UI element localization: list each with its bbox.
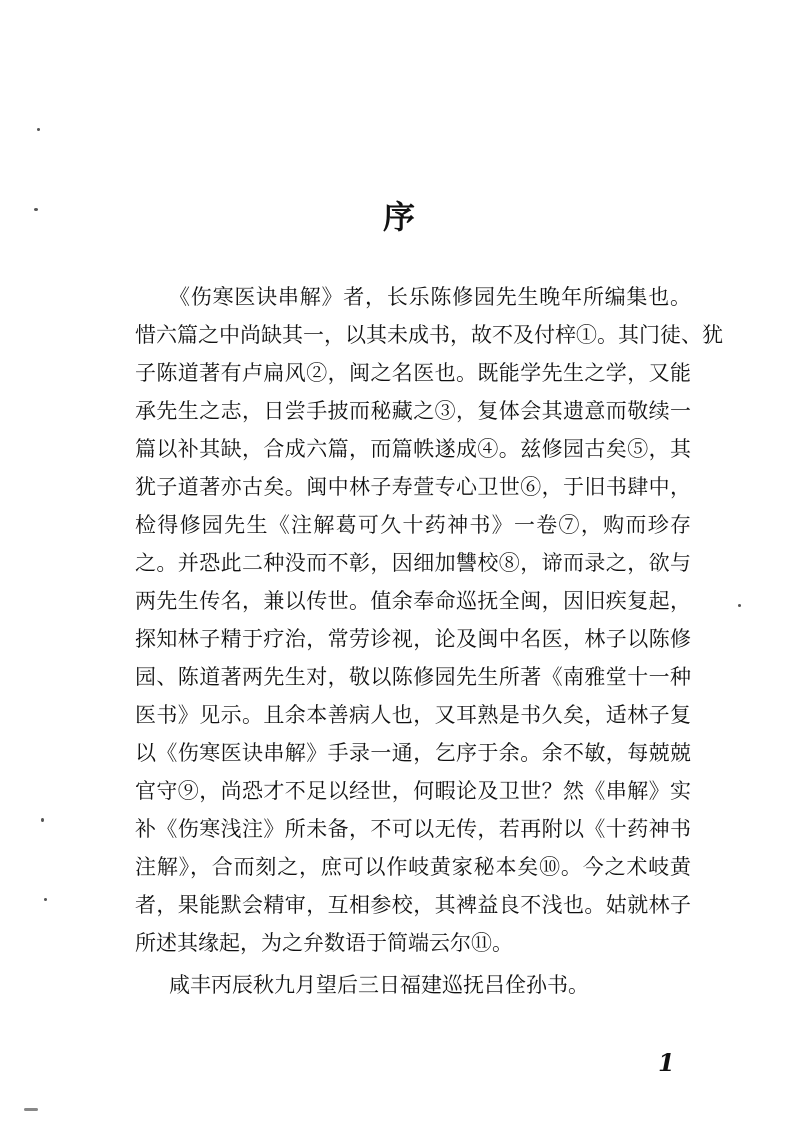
text-line: 犹子道著亦古矣。闽中林子寿萱专心卫世⑥，于旧书肆中， [135,475,691,499]
text-line: 探知林子精于疗治，常劳诊视，论及闽中名医，林子以陈修 [135,627,691,651]
text-line: 子陈道著有卢扁风②，闽之名医也。既能学先生之学，又能 [135,361,691,385]
scan-speck [738,604,741,607]
text-line: 医书》见示。且余本善病人也，又耳熟是书久矣，适林子复 [135,703,691,727]
text-line: 补《伤寒浅注》所未备，不可以无传，若再附以《十药神书 [135,817,691,841]
text-line: 两先生传名，兼以传世。值余奉命巡抚全闽，因旧疾复起， [135,589,691,613]
scan-speck [41,818,44,822]
text-line: 惜六篇之中尚缺其一，以其未成书，故不及付梓①。其门徒、犹 [135,323,723,347]
signature-line: 咸丰丙辰秋九月望后三日福建巡抚吕佺孙书。 [169,973,589,997]
text-line: 注解》，合而刻之，庶可以作岐黄家秘本矣⑩。今之术岐黄 [135,855,691,879]
text-line: 承先生之志，日尝手披而秘藏之③，复体会其遗意而敬续一 [135,399,691,423]
scan-speck [24,1108,38,1111]
preface-body [135,282,723,1008]
text-line: 之。并恐此二种没而不彰，因细加讐校⑧，谛而录之，欲与 [135,551,691,575]
text-line: 检得修园先生《注解葛可久十药神书》一卷⑦，购而珍存 [135,513,691,537]
text-line: 《伤寒医诀串解》者，长乐陈修园先生晚年所编集也。 [169,285,691,309]
scan-speck [37,128,40,131]
text-line: 以《伤寒医诀串解》手录一通，乞序于余。余不敏，每兢兢 [135,741,691,765]
text-line: 官守⑨，尚恐才不足以经世，何暇论及卫世？然《串解》实 [135,779,691,803]
text-line: 所述其缘起，为之弁数语于简端云尔⑪。 [135,931,513,955]
page-title: 序 [382,198,417,236]
text-line: 篇以补其缺，合成六篇，而篇帙遂成④。兹修园古矣⑤，其 [135,437,691,461]
scan-speck [44,898,47,901]
text-line: 园、陈道著两先生对，敬以陈修园先生所著《南雅堂十一种 [135,665,691,689]
text-line: 者，果能默会精审，互相参校，其裨益良不浅也。姑就林子 [135,893,691,917]
scan-speck [34,208,38,211]
page-number: 1 [658,1048,675,1077]
